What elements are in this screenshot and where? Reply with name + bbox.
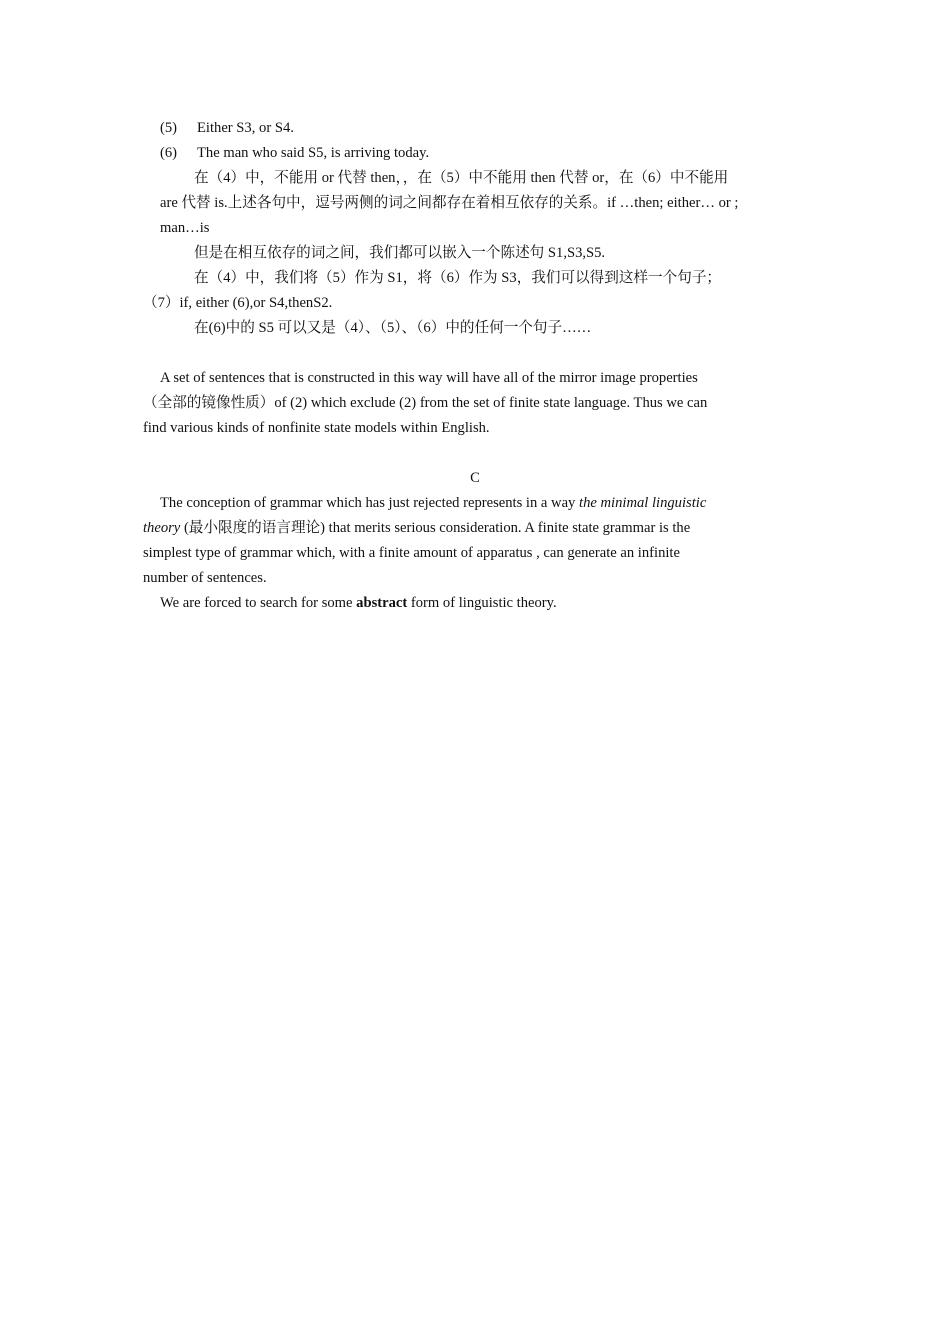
en-paragraph-3 bbox=[143, 591, 807, 616]
en-paragraph-2-line-3: simplest type of grammar which, with a finite amount of apparatus , can generate an infinite bbox=[143, 545, 680, 561]
cn-paragraph-3: 在（4）中，我们将（5）作为 S1，将（6）作为 S3，我们可以得到这样一个句子； bbox=[194, 270, 722, 286]
section-heading: C bbox=[470, 470, 480, 486]
numbered-item-5 bbox=[143, 116, 807, 141]
item-number: (6) bbox=[160, 145, 178, 161]
italic-term: theory bbox=[143, 520, 181, 536]
cn-paragraph-1-line-1: 在（4）中，不能用 or 代替 then，，在（5）中不能用 then 代替 or，在（6）中不能用 bbox=[194, 170, 729, 186]
text-run: The conception of grammar which has just rejected represents in a way bbox=[160, 495, 580, 511]
item-number: (5) bbox=[160, 120, 178, 136]
cn-paragraph-2: 但是在相互依存的词之间，我们都可以嵌入一个陈述句 S1,S3,S5. bbox=[194, 245, 606, 261]
numbered-item-6 bbox=[143, 141, 807, 166]
text-run: (最小限度的语言理论) that merits serious consideration. A finite state grammar is the bbox=[180, 520, 691, 536]
paragraph-gap bbox=[143, 441, 807, 466]
cn-paragraph-1-line-2: are 代替 is.上述各句中，逗号两侧的词之间都存在着相互依存的关系。if …then; either… or ; bbox=[160, 195, 739, 211]
en-paragraph-2-line-1 bbox=[143, 491, 807, 516]
text-run: We are forced to search for some bbox=[160, 595, 357, 611]
en-paragraph-1-line-1: A set of sentences that is constructed in this way will have all of the mirror image properties bbox=[160, 370, 698, 386]
en-paragraph-1-line-2: （全部的镜像性质）of (2) which exclude (2) from the set of finite state language. Thus we can bbox=[143, 395, 708, 411]
italic-term: the minimal linguistic bbox=[579, 495, 707, 511]
paragraph-gap bbox=[143, 341, 807, 366]
en-paragraph-1-line-3: find various kinds of nonfinite state models within English. bbox=[143, 420, 490, 436]
cn-paragraph-1-line-3: man…is bbox=[160, 220, 210, 236]
document-page bbox=[143, 116, 807, 616]
text-run: form of linguistic theory. bbox=[407, 595, 557, 611]
cn-paragraph-3-continuation: （7）if, either (6),or S4,thenS2. bbox=[143, 295, 333, 311]
bold-term: abstract bbox=[356, 595, 408, 611]
en-paragraph-2-line-2 bbox=[143, 516, 807, 541]
cn-paragraph-4: 在(6)中的 S5 可以又是（4）、（5）、（6）中的任何一个句子…… bbox=[194, 320, 592, 336]
en-paragraph-2-line-4: number of sentences. bbox=[143, 570, 267, 586]
item-text: The man who said S5, is arriving today. bbox=[197, 145, 430, 161]
item-text: Either S3, or S4. bbox=[197, 120, 294, 136]
